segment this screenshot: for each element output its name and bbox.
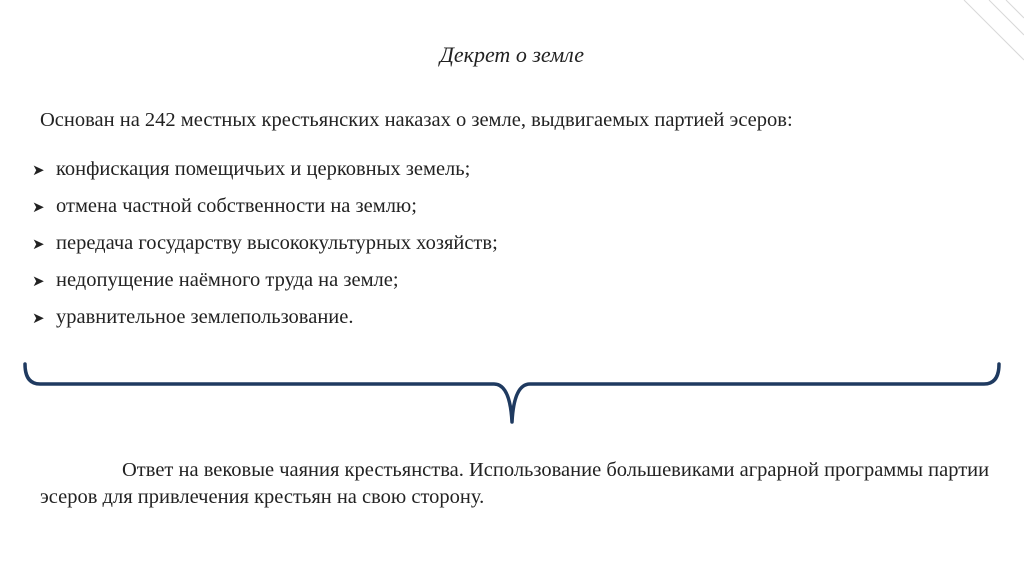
curly-brace-icon — [20, 362, 1004, 424]
list-item — [32, 304, 498, 341]
list-item-text: передача государству высококультурных хозяйств; — [56, 232, 498, 254]
list-item-text: уравнительное землепользование. — [56, 306, 354, 328]
list-item-text: конфискация помещичьих и церковных земель; — [56, 158, 471, 180]
bullet-list — [32, 156, 498, 341]
list-item — [32, 193, 498, 230]
list-item — [32, 230, 498, 267]
list-item — [32, 156, 498, 193]
arrowhead-bullet-icon: ➤ — [32, 237, 45, 253]
arrowhead-bullet-icon: ➤ — [32, 274, 45, 290]
list-item-text: недопущение наёмного труда на земле; — [56, 269, 399, 291]
arrowhead-bullet-icon: ➤ — [32, 200, 45, 216]
arrowhead-bullet-icon: ➤ — [32, 311, 45, 327]
slide-title: Декрет о земле — [439, 42, 585, 67]
list-item-text: отмена частной собственности на землю; — [56, 195, 417, 217]
arrowhead-bullet-icon: ➤ — [32, 163, 45, 179]
intro-text: Основан на 242 местных крестьянских наказах о земле, выдвигаемых партией эсеров: — [40, 109, 793, 131]
answer-paragraph: Ответ на вековые чаяния крестьянства. Использование большевиками аграрной программы партии эсеров для привлечения крестьян на свою сторону. — [40, 459, 990, 508]
list-item — [32, 267, 498, 304]
